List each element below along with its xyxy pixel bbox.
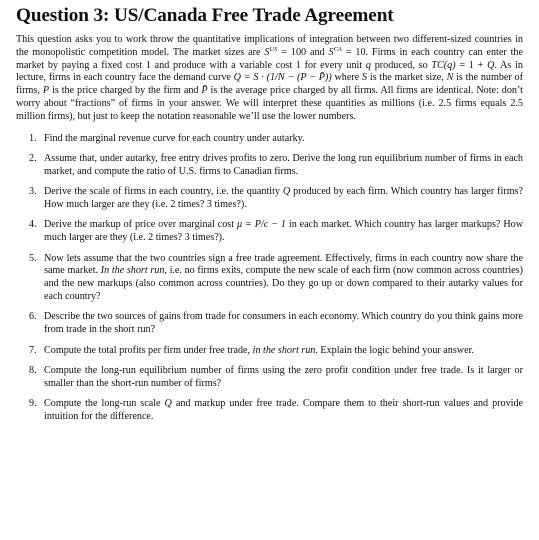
math-P: P bbox=[42, 85, 50, 97]
list-item: 9. Compute the long-run scale Q and markup under free trade. Compare them to their short-run values and provide intuition for the difference. bbox=[29, 398, 524, 422]
list-item: 7. Compute the total profits per firm under free trade, in the short run. Explain the logic behind your answer. bbox=[29, 344, 474, 356]
list-item: 4. Derive the markup of price over marginal cost μ = P/c − 1 in each market. Which country has larger markups? How much larger are they (i.e. 2 times? 3 times?). bbox=[29, 219, 524, 244]
list-item: 5. Now lets assume that the two countries sign a free trade agreement. Effectively, firms in each country now share the same market. In the short run, i.e. no firms exits, compute the new scale of each firm (now common across countries) and the new markups (also common across countries). Do they go up or down compared to their autarky values for each country? bbox=[29, 252, 523, 302]
intro-text: is the average price charged by all firms. All firms are identical. Note: don’t worry about “fractions” of firms in your answer. We will interpret these quantities as millions (i.e. 2.5 firms equals 2.5 million firms), but just to keep the notation reasonable we’ll use the lower numbers. bbox=[16, 85, 523, 122]
question-list bbox=[16, 133, 523, 424]
math-Pbar: P̄ bbox=[201, 85, 208, 97]
intro-text: produced, so bbox=[370, 59, 432, 71]
intro-text: = 10. Firms in each country can enter the market by paying a fixed cost 1 and produce with a variable cost 1 for every unit bbox=[16, 46, 523, 71]
list-item: 2. Assume that, under autarky, free entry drives profits to zero. Derive the long run equilibrium number of firms in each market, and compute the ratio of U.S. firms to Canadian firms. bbox=[29, 152, 523, 177]
math-q: q bbox=[365, 59, 371, 71]
list-item: 8. Compute the long-run equilibrium number of firms using the zero profit condition under free trade. Is it larger or smaller than the short-run number of firms? bbox=[29, 364, 523, 389]
intro-text: This question asks you to work throw the quantitative implications of integration between two different-sized countries in the monopolistic competition model. The market sizes are bbox=[16, 34, 523, 58]
list-item: 1. Find the marginal revenue curve for each country under autarky. bbox=[29, 132, 305, 144]
intro-text: is the price charged by the firm and bbox=[49, 85, 202, 97]
intro-text: where bbox=[331, 72, 363, 84]
intro-text: = 1 + bbox=[455, 59, 488, 71]
math-demand-curve: Q = S · (1/N − (P − P̄)) bbox=[233, 72, 332, 84]
math-N: N bbox=[446, 72, 454, 84]
math-sus: $S^{US}$ bbox=[264, 45, 278, 58]
intro-text: is the market size, bbox=[367, 72, 447, 84]
math-sca: $S^{CA}$ bbox=[328, 45, 342, 58]
math-tc: TC(q) bbox=[431, 59, 456, 71]
math-Q: Q bbox=[487, 59, 495, 71]
list-item: 6. Describe the two sources of gains from trade for consumers in each economy. Which country do you think gains more from trade in the short run? bbox=[29, 311, 523, 336]
intro-text: is the number of firms, bbox=[16, 72, 523, 97]
intro-paragraph bbox=[16, 34, 523, 124]
page-title: Question 3: US/Canada Free Trade Agreement bbox=[16, 5, 394, 26]
intro-text: = 100 and bbox=[277, 46, 329, 58]
list-item: 3. Derive the scale of firms in each country, i.e. the quantity Q produced by each firm. Which country has larger firms? How much larger are they (i.e. 2 times? 3 times?). bbox=[29, 186, 524, 210]
math-S: S bbox=[362, 72, 368, 84]
intro-text: . As in lecture, firms in each country face the demand curve bbox=[16, 59, 523, 84]
